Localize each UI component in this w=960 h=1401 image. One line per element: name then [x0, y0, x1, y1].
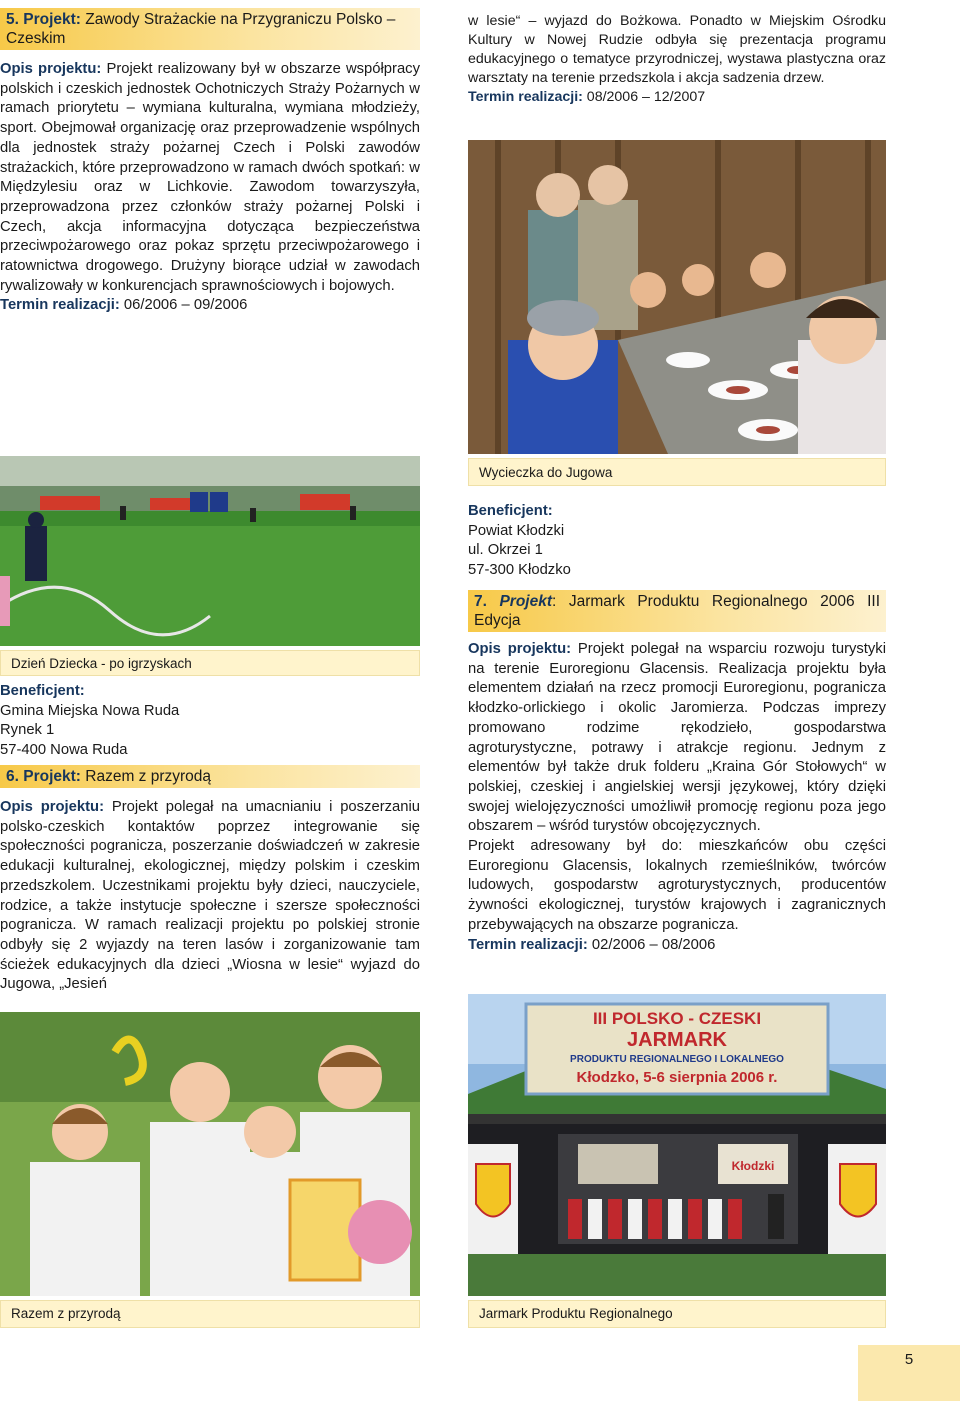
banner-line-2: JARMARK — [627, 1029, 727, 1051]
project-label: Projekt: — [23, 11, 81, 28]
description-text: Projekt polegał na umacnianiu i poszerzaniu polsko-czeskich kontaktów poprzez integrowanie się społeczności pogranicza, poszerzanie doświadczeń w zakresie edukacji kulturalnej, ekologicznej, między polskim i czeskim przedszkolem. Uczestnikami projektu były dzieci, nauczyciele, rodzice, a także instytucje społeczne i szersze społeczności pogranicza. W ramach realizacji projektu po polskiej stronie odbyły się 2 wyjazdy na teren lasów i zorganizowanie tam ścieżek edukacyjnych dla dzieci „Wiosna w lesie“ wyjazd do Jugowa, „Jesień — [0, 799, 420, 993]
description-label: Opis projektu: — [0, 61, 102, 77]
term-value: 06/2006 – 09/2006 — [119, 297, 248, 314]
photo-2-caption: Wycieczka do Jugowa — [468, 458, 886, 486]
photo-jarmark-stage — [468, 994, 886, 1296]
photo-3-caption: Razem z przyrodą — [0, 1300, 420, 1328]
project-6-description-cont — [468, 12, 886, 107]
page-number: 5 — [858, 1345, 960, 1401]
photo-fire-competition — [0, 456, 420, 646]
beneficiary-city: 57-400 Nowa Ruda — [0, 741, 128, 758]
project-label: Projekt: — [23, 768, 81, 785]
beneficiary-street: Rynek 1 — [0, 722, 55, 738]
photo-1-caption: Dzień Dziecka - po igrzyskach — [0, 650, 420, 676]
project-7-section — [468, 590, 886, 955]
description-text: Projekt polegał na wsparciu rozwoju turystyki na terenie Euroregionu Glacensis. Realizacja projektu była elementem działań na rzecz promocji Euroregionu, pogranicza kłodzko-orlickiego i okolic Jaromierza. Podczas imprezy promowano rodzime rękodzieło, gospodarstwa agroturystyczne, potrawy i atrakcje regionu. Jednym z elementów był także druk folderu „Kraina Gór Stołowych“ w polskiej, czeskiej i angielskiej wersji językowej, który dzięki swojej wielojęzyczności umożliwił promocję regionu poza jego obszarem – wśród turystów obcojęzycznych. — [468, 641, 886, 835]
project-7-description-2 — [468, 837, 886, 955]
project-6-continued — [468, 12, 886, 107]
description-label: Opis projektu: — [0, 799, 105, 815]
photo-4-caption: Jarmark Produktu Regionalnego — [468, 1300, 886, 1328]
photo-children-nature — [0, 1012, 420, 1296]
description-label: Opis projektu: — [468, 641, 572, 657]
project-5-heading — [0, 8, 420, 50]
project-5-section — [0, 8, 420, 316]
term-value: 02/2006 – 08/2006 — [587, 936, 716, 953]
project-number: 7. — [474, 593, 487, 610]
project-6-section — [0, 765, 420, 995]
beneficiary-1 — [0, 682, 420, 760]
project-number: 5. — [6, 11, 19, 28]
description-text: Projekt realizowany był w obszarze współpracy polskich i czeskich jednostek Ochotniczych Straży Pożarnych w ramach priorytetu – wymiana kulturalna, wymiana młodzieży, sport. Obejmował organizację oraz przeprowadzenie wspólnych dla jednostek straży pożarnej Czech i Polski zawodów strażackich, które przeprowadzono w ramach dwóch spotkań: w Międzylesiu oraz w Lichkovie. Zawodom towarzyszyła, przeprowadzona przez członków straży pożarnej Polski i Czech, akcja informacyjna dotycząca bezpieczeństwa przeciwpożarowego oraz pokaz sprzętu przeciwpożarowego i ratownictwa drogowego. Drużyny biorące udział w zawodach rywalizowały w konkurencjach sprawnościowych i bojowych. — [0, 61, 420, 294]
project-number: 6. — [6, 768, 19, 785]
term-label: Termin realizacji: — [468, 936, 588, 953]
project-6-heading — [0, 765, 420, 788]
beneficiary-label: Beneficjent: — [468, 503, 553, 519]
project-title: Zawody Strażackie na Przygraniczu Polsko – Czeskim — [6, 11, 396, 47]
banner-line-4: Kłodzko, 5-6 sierpnia 2006 r. — [576, 1069, 778, 1086]
project-title: Razem z przyrodą — [80, 768, 212, 785]
description-text: Projekt adresowany był do: mieszkańców obu części Euroregionu Glacensis, lokalnych rzemieślników, twórców ludowych, gospodarstw agroturystycznych, producentów żywności ekologicznej, turystów krajowych i zagranicznych przebywających na obszarze pogranicza. — [468, 838, 886, 933]
project-6-description — [0, 798, 420, 995]
stage-sign: Kłodzki — [731, 1159, 775, 1173]
project-label: Projekt — [499, 593, 553, 610]
project-7-heading — [468, 590, 886, 632]
beneficiary-name: Gmina Miejska Nowa Ruda — [0, 702, 180, 719]
project-7-description — [468, 640, 886, 837]
term-value: 08/2006 – 12/2007 — [582, 89, 706, 105]
banner-line-1: III POLSKO - CZESKI — [592, 1009, 762, 1028]
beneficiary-street: ul. Okrzei 1 — [468, 542, 543, 558]
beneficiary-name: Powiat Kłodzki — [468, 522, 565, 539]
project-title: : Jarmark Produktu Regionalnego 2006 III Edycja — [474, 593, 881, 629]
description-text: w lesie“ – wyjazd do Bożkowa. Ponadto w Miejskim Ośrodku Kultury w Nowej Rudzie odbyła się prezentacja programu edukacyjnego o tematyce przyrodniczej, wystawa plastyczna oraz warsztaty na terenie przedszkola i akcja sadzenia drzew. — [468, 13, 886, 86]
beneficiary-2 — [468, 502, 886, 580]
banner-line-3: PRODUKTU REGIONALNEGO I LOKALNEGO — [570, 1054, 784, 1065]
photo-children-table — [468, 140, 886, 454]
beneficiary-city: 57-300 Kłodzko — [468, 561, 571, 578]
term-label: Termin realizacji: — [0, 297, 120, 314]
project-5-description — [0, 60, 420, 316]
term-label: Termin realizacji: — [468, 89, 583, 105]
beneficiary-label: Beneficjent: — [0, 683, 85, 699]
